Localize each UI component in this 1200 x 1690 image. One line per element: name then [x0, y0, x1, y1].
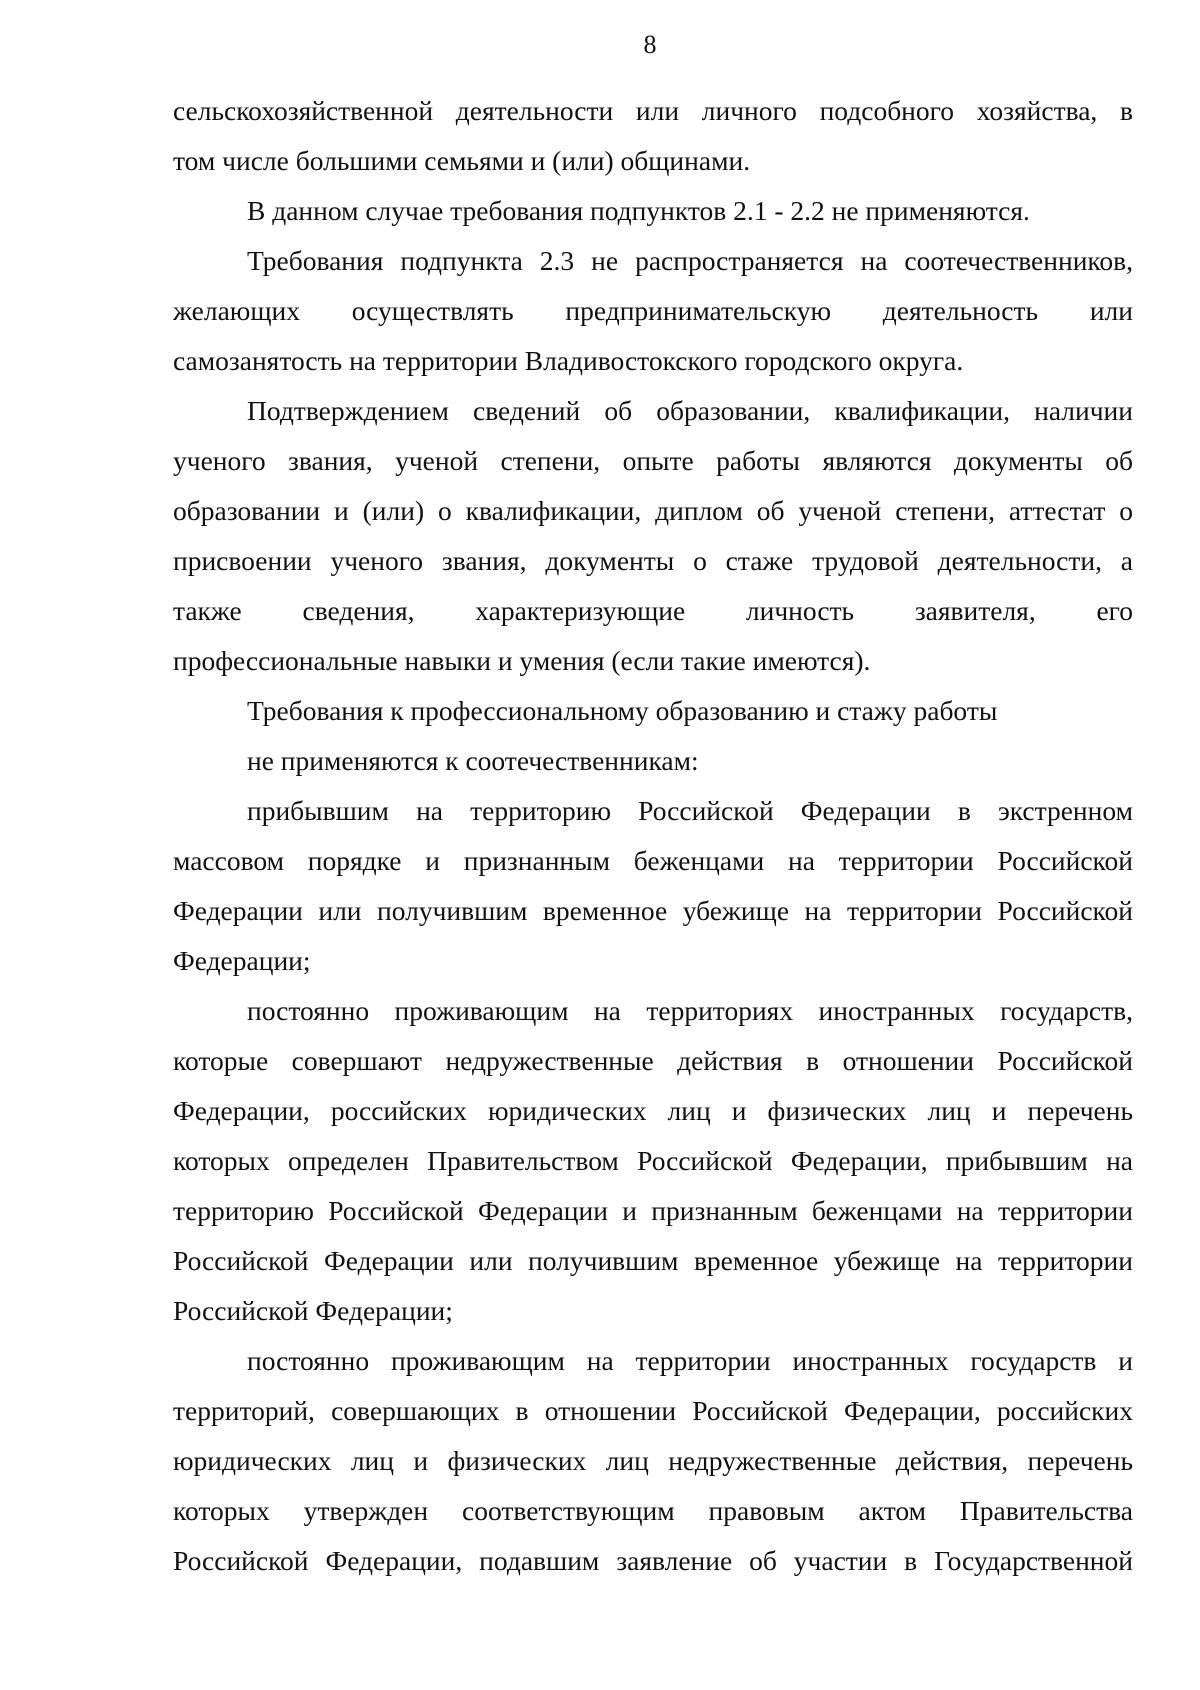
text-line: самозанятость на территории Владивостокского городского округа. — [173, 345, 964, 376]
paragraph — [173, 386, 1133, 686]
text-line: присвоении ученого звания, документы о стаже трудовой деятельности, а — [173, 545, 1133, 576]
text-line: Федерации или получившим временное убежище на территории Российской — [173, 895, 1133, 926]
text-line: Федерации, российских юридических лиц и физических лиц и перечень — [173, 1095, 1133, 1126]
paragraph — [173, 186, 1133, 236]
text-line: прибывшим на территорию Российской Федерации в экстренном — [247, 795, 1133, 826]
text-line: территорию Российской Федерации и признанным беженцами на территории — [173, 1195, 1133, 1226]
text-line: ученого звания, ученой степени, опыте работы являются документы об — [173, 445, 1133, 476]
paragraph — [173, 986, 1133, 1336]
text-line: сельскохозяйственной деятельности или личного подсобного хозяйства, в — [173, 95, 1133, 126]
text-line: профессиональные навыки и умения (если такие имеются). — [173, 645, 871, 676]
text-line: Требования подпункта 2.3 не распространяется на соотечественников, — [247, 245, 1133, 276]
paragraph — [173, 1336, 1133, 1586]
text-line: В данном случае требования подпунктов 2.1 - 2.2 не применяются. — [247, 195, 1030, 226]
text-line: желающих осуществлять предпринимательскую деятельность или — [173, 295, 1133, 326]
text-line: юридических лиц и физических лиц недружественные действия, перечень — [173, 1445, 1133, 1476]
text-line: Федерации; — [173, 945, 311, 976]
text-line: Подтверждением сведений об образовании, квалификации, наличии — [247, 395, 1133, 426]
paragraph — [173, 736, 1133, 786]
text-line: не применяются к соотечественникам: — [247, 745, 699, 776]
text-line: Российской Федерации, подавшим заявление об участии в Государственной — [173, 1545, 1133, 1576]
document-body — [173, 86, 1133, 1586]
text-line: территорий, совершающих в отношении Российской Федерации, российских — [173, 1395, 1133, 1426]
text-line: образовании и (или) о квалификации, диплом об ученой степени, аттестат о — [173, 495, 1133, 526]
page-number: 8 — [643, 30, 657, 59]
text-line: Требования к профессиональному образованию и стажу работы — [247, 695, 998, 726]
paragraph — [173, 786, 1133, 986]
paragraph — [173, 686, 1133, 736]
text-line: которые совершают недружественные действия в отношении Российской — [173, 1045, 1133, 1076]
text-line: которых утвержден соответствующим правовым актом Правительства — [173, 1495, 1133, 1526]
text-line: Российской Федерации или получившим временное убежище на территории — [173, 1245, 1133, 1276]
text-line: том числе большими семьями и (или) общинами. — [173, 145, 751, 176]
text-line: массовом порядке и признанным беженцами на территории Российской — [173, 845, 1133, 876]
text-line: постоянно проживающим на территории иностранных государств и — [247, 1345, 1133, 1376]
text-line: постоянно проживающим на территориях иностранных государств, — [247, 995, 1133, 1026]
text-line: Российской Федерации; — [173, 1295, 453, 1326]
text-line: также сведения, характеризующие личность заявителя, его — [173, 595, 1133, 626]
paragraph — [173, 236, 1133, 386]
text-line: которых определен Правительством Российской Федерации, прибывшим на — [173, 1145, 1133, 1176]
paragraph — [173, 86, 1133, 186]
